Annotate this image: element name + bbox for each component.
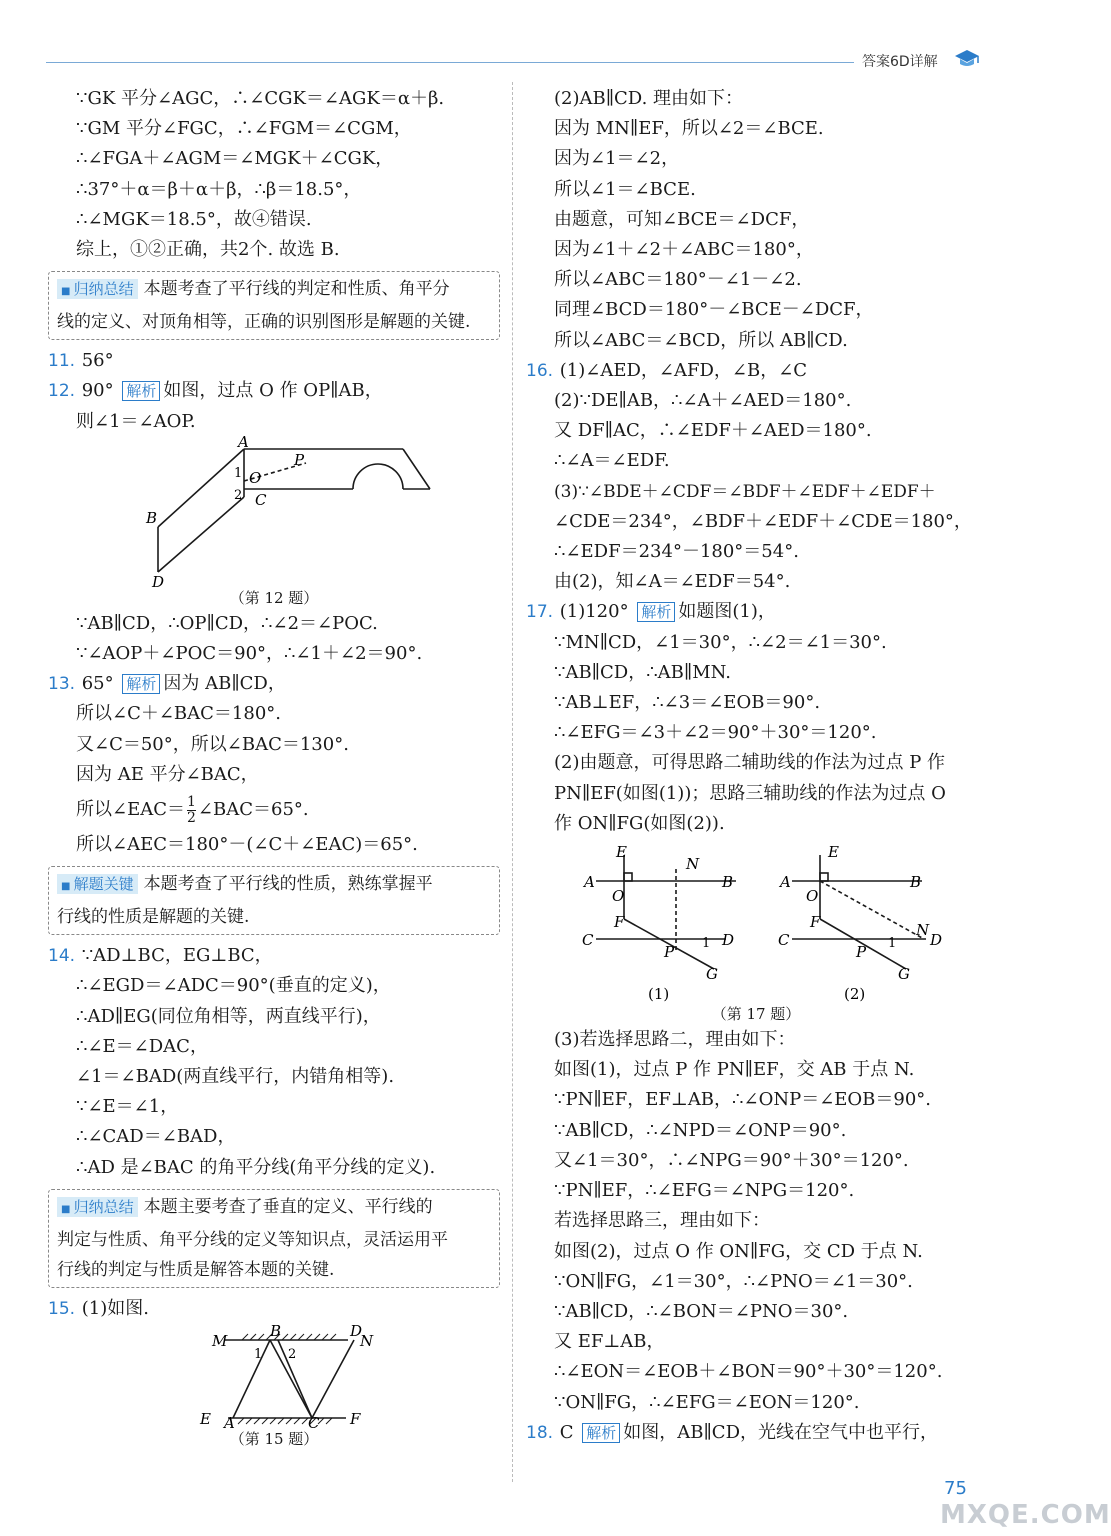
text-line: 如图(1)，过点 P 作 PN∥EF，交 AB 于点 N. xyxy=(554,1059,915,1081)
text-line: ∴∠CAD＝∠BAD， xyxy=(76,1126,236,1148)
text-line: ∴∠A＝∠EDF. xyxy=(554,450,670,472)
label-A: A xyxy=(224,1414,235,1433)
text-line: 又 EF⊥AB， xyxy=(554,1331,665,1353)
label-P: P xyxy=(294,450,305,469)
summary-box-1 xyxy=(48,271,500,340)
text-line: ∵AB∥CD，∴AB∥MN. xyxy=(554,661,731,683)
text-line: 因为 MN∥EF，所以∠2＝∠BCE. xyxy=(554,118,824,140)
label-A: A xyxy=(238,432,249,451)
text-line: ∴AD∥EG(同位角相等，两直线平行)， xyxy=(76,1005,381,1027)
summary-tag: ■ 归纳总结 xyxy=(57,279,138,299)
summary-text: 本题考查了平行线的判定和性质、角平分 xyxy=(143,279,450,300)
analysis-text: 如图，AB∥CD，光线在空气中也平行， xyxy=(623,1421,939,1443)
text-line: PN∥EF(如图(1))；思路三辅助线的作法为过点 O xyxy=(554,782,946,804)
fig2-angle-1: 1 xyxy=(888,936,897,952)
fig1-label-A: A xyxy=(584,873,595,892)
question-number: 17. xyxy=(526,602,554,623)
denominator: 2 xyxy=(187,809,196,826)
summary-box-3 xyxy=(48,1189,500,1288)
label-O: O xyxy=(249,468,262,487)
fig2-label-O: O xyxy=(806,887,819,906)
analysis-text: 如图，过点 O 作 OP∥AB， xyxy=(163,380,383,402)
fig1-sublabel: (1) xyxy=(648,985,670,1004)
text-segment: ∠BAC＝65°. xyxy=(197,799,309,821)
fig2-label-N: N xyxy=(916,921,930,940)
figure-15 xyxy=(48,1322,500,1433)
text-line: ∴37°＋α＝β＋α＋β，∴β＝18.5°， xyxy=(76,178,362,200)
text-line: 由(2)，知∠A＝∠EDF＝54°. xyxy=(554,571,791,593)
text-line: 又 DF∥AC，∴∠EDF＋∠AED＝180°. xyxy=(554,420,872,442)
text-line: 因为∠1＝∠2， xyxy=(554,148,680,170)
solution-lines-q10 xyxy=(48,84,500,265)
figure-12-diagram xyxy=(48,432,500,591)
analysis-text: 如题图(1)， xyxy=(678,601,776,623)
fig1-label-G: G xyxy=(706,965,718,984)
figure-17 xyxy=(526,839,986,1003)
fig2-label-D: D xyxy=(930,931,943,950)
text-line: (2)∵DE∥AB，∴∠A＋∠AED＝180°. xyxy=(554,390,852,412)
question-11 xyxy=(48,346,500,376)
question-number: 16. xyxy=(526,360,554,381)
question-number: 14. xyxy=(48,946,76,967)
summary-text: 行线的性质是解题的关键. xyxy=(57,907,250,928)
question-number: 18. xyxy=(526,1422,554,1443)
solution-lines-q12 xyxy=(48,609,500,669)
text-line: 所以∠1＝∠BCE. xyxy=(554,178,696,200)
text-line: ∵PN∥EF，∴∠EFG＝∠NPG＝120°. xyxy=(554,1180,855,1202)
text-line: 因为∠1＋∠2＋∠ABC＝180°， xyxy=(554,239,814,261)
question-12 xyxy=(48,376,500,406)
question-16 xyxy=(526,356,986,386)
text-line: 所以∠C＋∠BAC＝180°. xyxy=(76,703,282,725)
question-number: 11. xyxy=(48,351,76,372)
solution-lines-q13 xyxy=(48,699,500,860)
answer-text: 56° xyxy=(81,350,114,372)
answer-text: (1)120° xyxy=(559,601,629,623)
summary-text: 判定与性质、角平分线的定义等知识点，灵活运用平 xyxy=(57,1229,448,1250)
text-line: ∵PN∥EF，EF⊥AB，∴∠ONP＝∠EOB＝90°. xyxy=(554,1089,932,1111)
question-number: 13. xyxy=(48,674,76,695)
answer-text: (1)∠AED，∠AFD，∠B，∠C xyxy=(559,359,808,381)
graduation-cap-icon xyxy=(954,48,980,70)
text-line: 所以∠AEC＝180°－(∠C＋∠EAC)＝65°. xyxy=(76,834,418,856)
figure-15-caption: （第 15 题） xyxy=(229,1430,319,1449)
figure-17-caption: （第 17 题） xyxy=(711,1005,801,1024)
text-line: ∴∠EDF＝234°－180°＝54°. xyxy=(554,541,799,563)
figure-12 xyxy=(48,432,500,591)
question-number: 12. xyxy=(48,381,76,402)
text-line: (2)由题意，可得思路二辅助线的作法为过点 P 作 xyxy=(554,752,946,774)
text-segment: 所以∠EAC＝ xyxy=(76,799,185,821)
text-line: ∵AB∥CD，∴∠BON＝∠PNO＝30°. xyxy=(554,1300,849,1322)
solution-lines-q17-part3 xyxy=(526,1025,986,1418)
summary-tag: ■ 解题关键 xyxy=(57,874,138,894)
column-divider xyxy=(512,82,513,1482)
right-column xyxy=(526,84,986,1448)
fig2-label-C: C xyxy=(778,931,790,950)
question-17 xyxy=(526,597,986,627)
text-line: ∵GK 平分∠AGC，∴∠CGK＝∠AGK＝α＋β. xyxy=(76,88,445,109)
text-line: 作 ON∥FG(如图(2)). xyxy=(554,812,725,834)
answer-text: ∵AD⊥BC，EG⊥BC， xyxy=(81,945,273,967)
fig2-label-P: P xyxy=(856,943,867,962)
question-number: 15. xyxy=(48,1298,76,1319)
label-N: N xyxy=(360,1332,374,1351)
answer-text: 65° xyxy=(81,673,114,695)
angle-label-2: 2 xyxy=(288,1347,297,1363)
text-line: (3)∵∠BDE＋∠CDF＝∠BDF＋∠EDF＋∠EDF＋ xyxy=(554,481,936,502)
text-line: ∴∠EFG＝∠3＋∠2＝90°＋30°＝120°. xyxy=(554,722,877,744)
text-line: 又∠1＝30°，∴∠NPG＝90°＋30°＝120°. xyxy=(554,1149,909,1171)
fig1-label-P: P xyxy=(664,943,675,962)
summary-text: 线的定义、对顶角相等，正确的识别图形是解题的关键. xyxy=(57,312,471,333)
text-line: ∵ON∥FG，∠1＝30°，∴∠PNO＝∠1＝30°. xyxy=(554,1270,913,1292)
fig1-label-O: O xyxy=(612,887,625,906)
label-D: D xyxy=(152,572,165,591)
label-F: F xyxy=(350,1410,361,1429)
text-line: ∵AB∥CD，∴OP∥CD，∴∠2＝∠POC. xyxy=(76,612,378,634)
text-line: 因为 AE 平分∠BAC， xyxy=(76,763,259,785)
fig1-angle-1: 1 xyxy=(702,936,711,952)
figure-17-diagram xyxy=(526,839,986,1003)
angle-label-2: 2 xyxy=(234,487,243,503)
text-line: 若选择思路三，理由如下： xyxy=(554,1210,770,1232)
question-15 xyxy=(48,1294,500,1324)
text-line-fraction xyxy=(76,790,500,830)
question-18 xyxy=(526,1418,986,1448)
solution-lines-q16 xyxy=(526,386,986,597)
text-line: ∵MN∥CD，∠1＝30°，∴∠2＝∠1＝30°. xyxy=(554,631,887,653)
text-line: ∴∠E＝∠DAC， xyxy=(76,1035,208,1057)
text-line: ∴∠EGD＝∠ADC＝90°(垂直的定义)， xyxy=(76,975,391,997)
text-line: 如图(2)，过点 O 作 ON∥FG，交 CD 于点 N. xyxy=(554,1240,923,1262)
text-line: 又∠C＝50°，所以∠BAC＝130°. xyxy=(76,733,349,755)
text-line: ∵∠E＝∠1， xyxy=(76,1096,179,1118)
fig2-label-G: G xyxy=(898,965,910,984)
fig1-label-F: F xyxy=(614,913,625,932)
answer-text: 90° xyxy=(81,380,114,402)
fig1-label-B: B xyxy=(722,873,734,892)
angle-label-1: 1 xyxy=(234,465,243,481)
text-line: 所以∠ABC＝∠BCD，所以 AB∥CD. xyxy=(554,329,848,351)
analysis-tag: 解析 xyxy=(637,602,675,622)
analysis-tag: 解析 xyxy=(122,381,160,401)
text-line: ∵∠AOP＋∠POC＝90°，∴∠1＋∠2＝90°. xyxy=(76,643,423,665)
text-line: 由题意，可知∠BCE＝∠DCF， xyxy=(554,208,810,230)
header-title: 答案6D详解 xyxy=(862,54,938,70)
summary-tag: ■ 归纳总结 xyxy=(57,1197,138,1217)
text-line: ∵AB⊥EF，∴∠3＝∠EOB＝90°. xyxy=(554,692,821,714)
text-line: ∵AB∥CD，∴∠NPD＝∠ONP＝90°. xyxy=(554,1119,847,1141)
text-line: (2)AB∥CD. 理由如下： xyxy=(554,88,744,109)
text-line: 同理∠BCD＝180°－∠BCE－∠DCF， xyxy=(554,299,874,321)
fig1-label-C: C xyxy=(582,931,594,950)
text-line: ∵GM 平分∠FGC，∴∠FGM＝∠CGM， xyxy=(76,118,412,140)
summary-text: 本题考查了平行线的性质，熟练掌握平 xyxy=(143,874,433,895)
text-line: ∴∠FGA＋∠AGM＝∠MGK＋∠CGK， xyxy=(76,148,394,170)
text-line: ∴∠MGK＝18.5°，故④错误. xyxy=(76,208,312,230)
solution-lines-q15 xyxy=(526,84,986,356)
text-line: ∴∠EON＝∠EOB＋∠BON＝90°＋30°＝120°. xyxy=(554,1361,943,1383)
question-14 xyxy=(48,941,500,971)
fraction xyxy=(187,795,196,826)
fig2-sublabel: (2) xyxy=(844,985,866,1004)
fig2-label-A: A xyxy=(780,873,791,892)
figure-15-diagram xyxy=(48,1322,500,1433)
text-line: 所以∠ABC＝180°－∠1－∠2. xyxy=(554,269,802,291)
text-line: 综上，①②正确，共2个. 故选 B. xyxy=(76,239,340,261)
text-line: ∵ON∥FG，∴∠EFG＝∠EON＝120°. xyxy=(554,1391,860,1413)
page-number: 75 xyxy=(944,1478,967,1499)
label-E: E xyxy=(200,1410,211,1429)
figure-12-caption: （第 12 题） xyxy=(229,588,319,607)
analysis-tag: 解析 xyxy=(582,1423,620,1443)
label-M: M xyxy=(212,1332,228,1351)
numerator: 1 xyxy=(187,793,196,810)
analysis-text: 因为 AB∥CD， xyxy=(163,673,286,695)
text-line: ∠1＝∠BAD(两直线平行，内错角相等). xyxy=(76,1066,395,1088)
watermark: MXQE.COM xyxy=(940,1500,1111,1530)
text-line: (3)若选择思路二，理由如下： xyxy=(554,1029,796,1051)
analysis-tag: 解析 xyxy=(122,674,160,694)
label-D: D xyxy=(350,1322,363,1341)
label-C: C xyxy=(255,490,267,509)
angle-label-1: 1 xyxy=(254,1347,263,1363)
label-C: C xyxy=(308,1414,320,1433)
label-B: B xyxy=(270,1322,282,1341)
fig1-label-N: N xyxy=(686,855,700,874)
solution-lines-q14 xyxy=(48,971,500,1182)
question-13 xyxy=(48,669,500,699)
left-column xyxy=(48,84,500,1450)
header-rule xyxy=(46,62,854,63)
text-line: 则∠1＝∠AOP. xyxy=(76,410,196,432)
fig1-label-E: E xyxy=(616,843,627,862)
text-line: ∴AD 是∠BAC 的角平分线(角平分线的定义). xyxy=(76,1156,436,1178)
fig2-label-B: B xyxy=(910,873,922,892)
fig2-label-E: E xyxy=(828,843,839,862)
summary-text: 本题主要考查了垂直的定义、平行线的 xyxy=(143,1196,433,1217)
answer-text: (1)如图. xyxy=(81,1297,149,1319)
fig2-label-F: F xyxy=(810,913,821,932)
fig1-label-D: D xyxy=(722,931,735,950)
label-B: B xyxy=(146,508,158,527)
solution-lines-q17 xyxy=(526,628,986,839)
summary-text: 行线的判定与性质是解答本题的关键. xyxy=(57,1259,335,1280)
text-line: ∠CDE＝234°，∠BDF＋∠EDF＋∠CDE＝180°， xyxy=(554,510,972,532)
answer-text: C xyxy=(559,1421,574,1443)
summary-box-2 xyxy=(48,866,500,935)
